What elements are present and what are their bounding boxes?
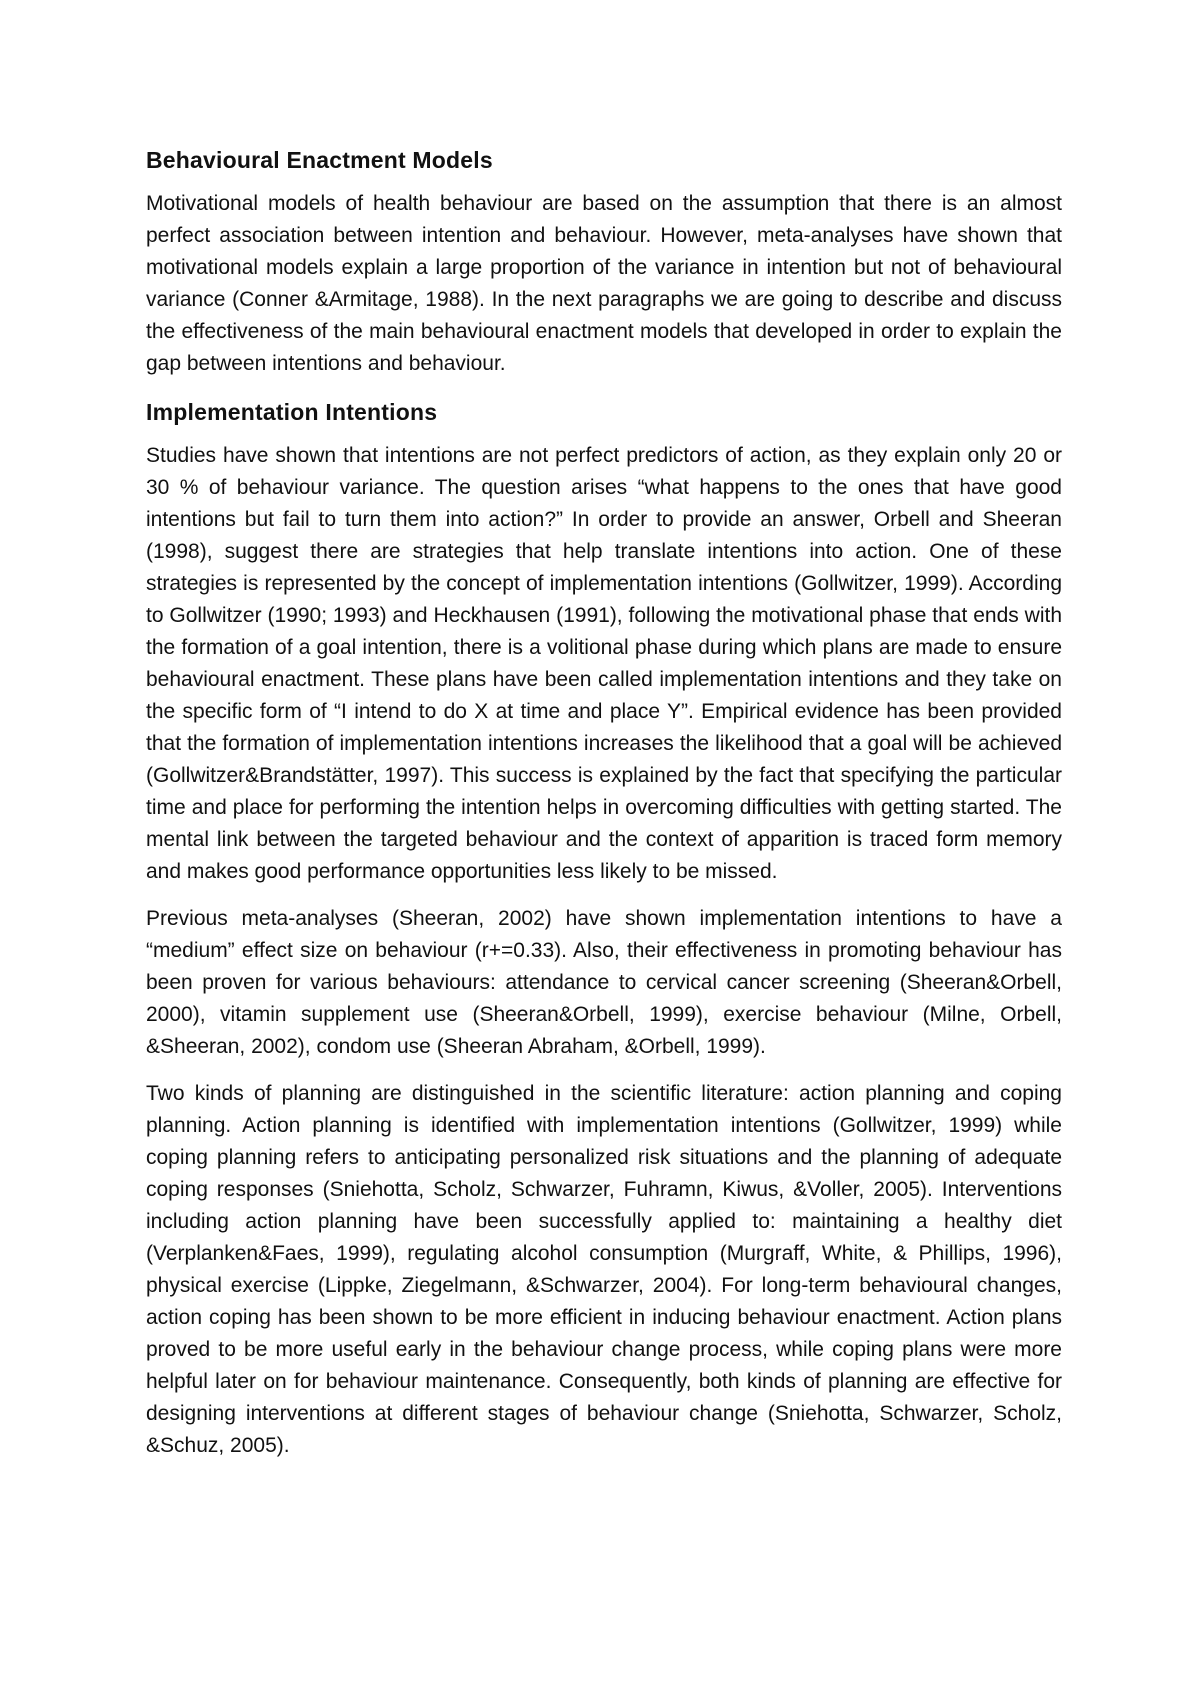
section-implementation-intentions (146, 398, 1062, 1462)
section-behavioural-enactment-models (146, 146, 1062, 380)
paragraph: Previous meta-analyses (Sheeran, 2002) have shown implementation intentions to have a “medium” effect size on behaviour (r+=0.33). Also, their effectiveness in promoting behaviour has been proven for various behaviours: attendance to cervical cancer screening (Sheeran&Orbell, 2000), vitamin supplement use (Sheeran&Orbell, 1999), exercise behaviour (Milne, Orbell, &Sheeran, 2002), condom use (Sheeran Abraham, &Orbell, 1999). (146, 907, 1062, 1058)
document-page (146, 146, 1062, 1477)
paragraph: Studies have shown that intentions are not perfect predictors of action, as they explain only 20 or 30 % of behaviour variance. The question arises “what happens to the ones that have good intentions but fail to turn them into action?” In order to provide an answer, Orbell and Sheeran (1998), suggest there are strategies that help translate intentions into action. One of these strategies is represented by the concept of implementation intentions (Gollwitzer, 1999). According to Gollwitzer (1990; 1993) and Heckhausen (1991), following the motivational phase that ends with the formation of a goal intention, there is a volitional phase during which plans are made to ensure behavioural enactment. These plans have been called implementation intentions and they take on the specific form of “I intend to do X at time and place Y”. Empirical evidence has been provided that the formation of implementation intentions increases the likelihood that a goal will be achieved (Gollwitzer&Brandstätter, 1997). This success is explained by the fact that specifying the particular time and place for performing the intention helps in overcoming difficulties with getting started. The mental link between the targeted behaviour and the context of apparition is traced form memory and makes good performance opportunities less likely to be missed. (146, 444, 1062, 883)
paragraph: Motivational models of health behaviour are based on the assumption that there is an almost perfect association between intention and behaviour. However, meta-analyses have shown that motivational models explain a large proportion of the variance in intention but not of behavioural variance (Conner &Armitage, 1988). In the next paragraphs we are going to describe and discuss the effectiveness of the main behavioural enactment models that developed in order to explain the gap between intentions and behaviour. (146, 192, 1062, 375)
section-heading: Implementation Intentions (146, 399, 438, 425)
section-heading: Behavioural Enactment Models (146, 147, 493, 173)
paragraph: Two kinds of planning are distinguished in the scientific literature: action planning and coping planning. Action planning is identified with implementation intentions (Gollwitzer, 1999) while coping planning refers to anticipating personalized risk situations and the planning of adequate coping responses (Sniehotta, Scholz, Schwarzer, Fuhramn, Kiwus, &Voller, 2005). Interventions including action planning have been successfully applied to: maintaining a healthy diet (Verplanken&Faes, 1999), regulating alcohol consumption (Murgraff, White, & Phillips, 1996), physical exercise (Lippke, Ziegelmann, &Schwarzer, 2004). For long-term behavioural changes, action coping has been shown to be more efficient in inducing behaviour enactment. Action plans proved to be more useful early in the behaviour change process, while coping plans were more helpful later on for behaviour maintenance. Consequently, both kinds of planning are effective for designing interventions at different stages of behaviour change (Sniehotta, Schwarzer, Scholz, &Schuz, 2005). (146, 1082, 1062, 1457)
